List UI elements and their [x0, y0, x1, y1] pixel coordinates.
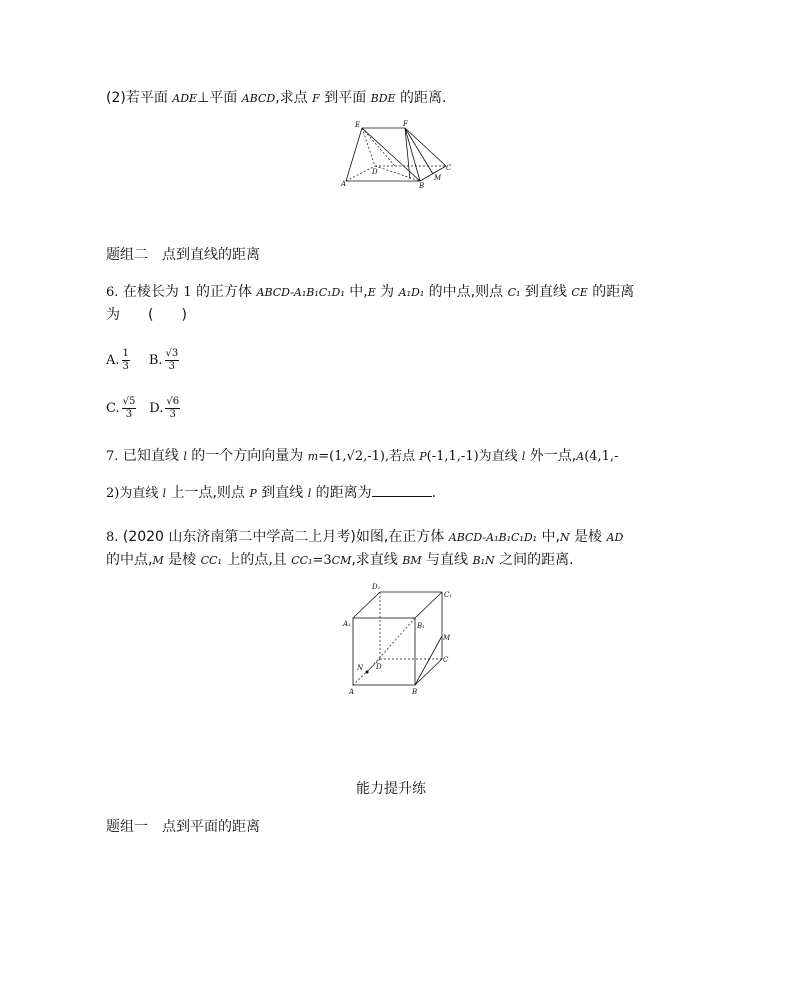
q8-line2: 的中点,M 是棱 CC₁ 上的点,且 CC₁=3CM,求直线 BM 与直线 B₁N 之间的距离.: [106, 552, 574, 568]
q8-line1: 8. (2020 山东济南第二中学高二上月考)如图,在正方体 ABCD-A₁B₁C₁D₁ 中,N 是棱 AD: [106, 529, 624, 545]
group1-heading: 题组一 点到平面的距离: [106, 819, 260, 835]
fig2-label-C: C: [443, 656, 449, 664]
option-d[interactable]: D. $\frac{√6}{3}$: [149, 395, 180, 420]
fig2-label-B: B: [412, 688, 418, 696]
option-c[interactable]: C. $\frac{√5}{3}$: [106, 395, 136, 420]
fig1-label-A: A: [341, 180, 347, 188]
fig2-label-D: D: [376, 663, 382, 671]
fig2-label-C1: C₁: [444, 591, 453, 599]
q6-options-row1: [106, 345, 181, 376]
fig2-label-M: M: [443, 634, 451, 642]
fig1-label-M: M: [434, 174, 442, 182]
fig2-label-A: A: [349, 688, 355, 696]
q7-answer-blank[interactable]: [372, 482, 432, 497]
fig2-label-A1: A₁: [343, 620, 351, 628]
q6-line1: 6. 在棱长为 1 的正方体 ABCD-A₁B₁C₁D₁ 中,E 为 A₁D₁ 的中点,则点 C₁ 到直线 CE 的距离: [106, 284, 635, 300]
q5-part2-text: (2)若平面 ADE⊥平面 ABCD,求点 F 到平面 BDE 的距离.: [106, 90, 447, 106]
fig2-label-N: N: [357, 664, 364, 672]
q5-figure: [336, 118, 460, 194]
option-b[interactable]: B. $\frac{√3}{3}$: [148, 347, 179, 372]
fig1-label-D: D: [372, 168, 378, 176]
q6-line2: 为 ( ): [106, 307, 187, 323]
fig1-label-C: C: [446, 164, 452, 172]
fig1-label-B: B: [419, 182, 425, 190]
q7-line2: 2)为直线 l 上一点,则点 P 到直线 l 的距离为 .: [106, 482, 436, 504]
group2-heading: 题组二 点到直线的距离: [106, 247, 260, 263]
fig2-label-B1: B₁: [417, 622, 425, 630]
fig1-label-E: E: [355, 121, 361, 129]
section-title: 能力提升练: [356, 781, 426, 797]
q6-options-row2: [106, 393, 182, 424]
fig2-label-D1: D₁: [372, 583, 381, 591]
q8-cube-figure: [338, 580, 464, 696]
fig1-label-F: F: [403, 120, 408, 128]
option-a[interactable]: A. $\frac{1}{3}$: [106, 347, 129, 372]
q7-line1: 7. 已知直线 l 的一个方向向量为 m=(1,√2,-1),若点 P(-1,1,-1)为直线 l 外一点,A(4,1,-: [106, 448, 619, 464]
